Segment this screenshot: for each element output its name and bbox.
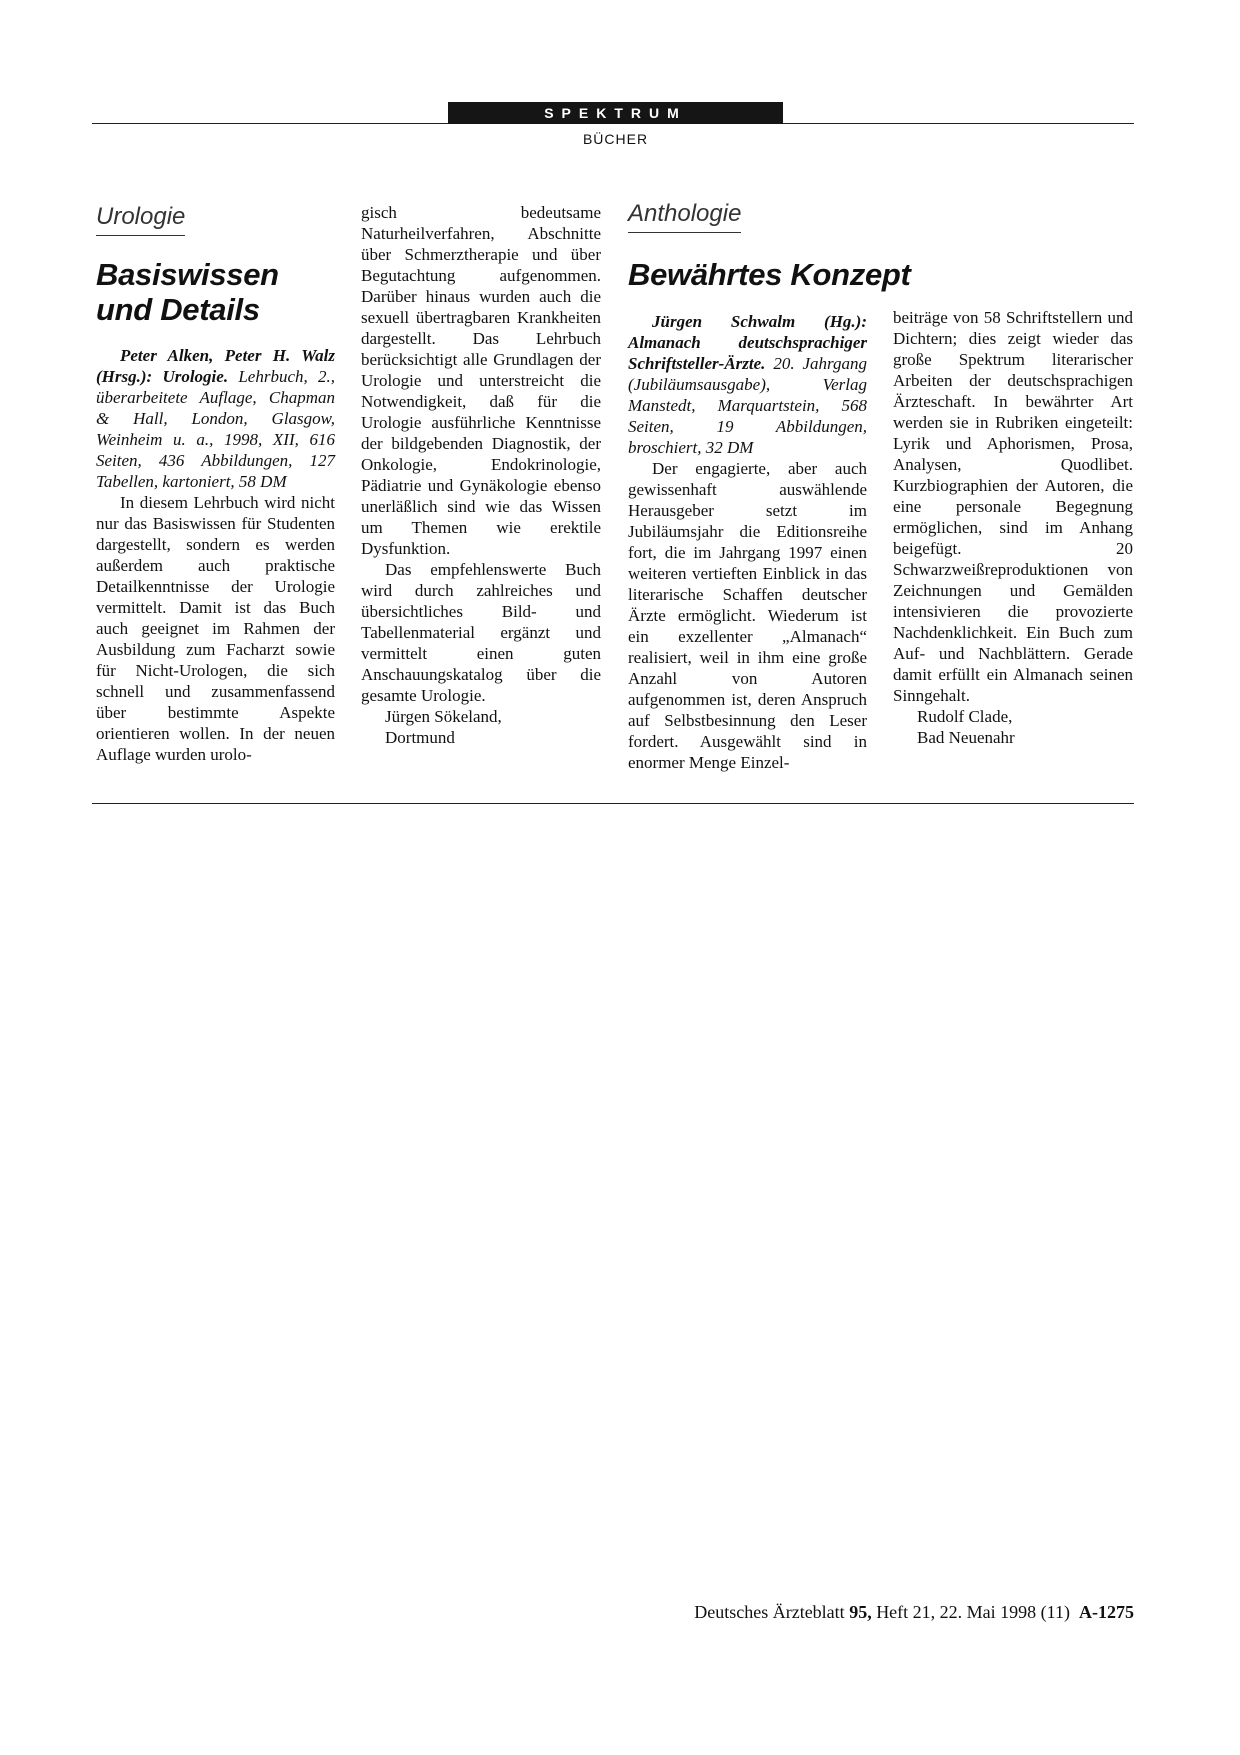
article2-title: Bewährtes Konzept: [628, 257, 911, 292]
article1-title: [96, 257, 279, 327]
section-banner: SPEKTRUM: [448, 102, 783, 124]
article1-title-line2: und Details: [96, 292, 260, 327]
article1-paragraph: Das empfehlenswerte Buch wird durch zahlreiches und übersichtliches Bild- und Tabellenmaterial ergänzt und vermittelt einen guten Anschauungskatalog über die gesamte Urologie.: [361, 560, 601, 705]
article1-biblio-rest: Lehrbuch, 2., überarbeitete Auflage, Chapman & Hall, London, Glasgow, Weinheim u. a., 1998, XII, 616 Seiten, 436 Abbildungen, 127 Tabellen, kartoniert, 58 DM: [96, 367, 335, 491]
subsection-label: BÜCHER: [582, 131, 649, 147]
article1-bibliography: [96, 345, 335, 492]
article-bottom-rule: [92, 803, 1134, 804]
article2-bibliography: [628, 311, 867, 458]
article2-biblio-bold: Jürgen Schwalm (Hg.): Almanach deutschsprachiger Schriftsteller-Ärzte.: [628, 312, 867, 373]
footer-journal: Deutsches Ärzteblatt: [694, 1602, 845, 1622]
article1-author-city: Dortmund: [385, 728, 455, 747]
article1-title-line1: Basiswissen: [96, 257, 279, 292]
footer-page-number: A-1275: [1079, 1602, 1134, 1622]
article1-column1: [96, 345, 335, 765]
article1-paragraph: gisch bedeutsame Naturheilverfahren, Abschnitte über Schmerztherapie und über Begutachtung aufgenommen. Darüber hinaus wurden auch die sexuell übertragbaren Krankheiten dargestellt. Das Lehrbuch berücksichtigt alle Grundlagen der Urologie und unterstreicht die Notwendigkeit, daß für die Urologie ausführliche Kenntnisse der bildgebenden Diagnostik, der Onkologie, Endokrinologie, Pädiatrie und Gynäkologie ebenso unerläßlich sind wie das Wissen um Themen wie erektile Dysfunktion.: [361, 203, 601, 558]
article2-paragraph: Der engagierte, aber auch gewissenhaft auswählende Herausgeber setzt im Jubiläumsjahr die Editionsreihe fort, die im Jahrgang 1997 einen weiteren vertieften Einblick in das literarische Schaffen deutscher Ärzte ermöglicht. Wiederum ist ein exzellenter „Almanach“ realisiert, weil in ihm eine große Anzahl von Autoren aufgenommen ist, deren Anspruch auf Selbstbesinnung den Leser fordert. Ausgewählt sind in enormer Menge Einzel-: [628, 459, 867, 772]
page-footer: [694, 1601, 1134, 1623]
article2-biblio-rest: 20. Jahrgang (Jubiläumsausgabe), Verlag Manstedt, Marquartstein, 568 Seiten, 19 Abbildungen, broschiert, 32 DM: [628, 354, 868, 457]
article2-category: Anthologie: [628, 199, 741, 233]
article1-category: Urologie: [96, 202, 185, 236]
footer-volume: 95,: [849, 1602, 872, 1622]
article2-author-name: Rudolf Clade,: [917, 707, 1013, 726]
article1-paragraph: In diesem Lehrbuch wird nicht nur das Basiswissen für Studenten dargestellt, sondern es werden außerdem auch praktische Detailkenntnisse der Urologie vermittelt. Damit ist das Buch auch geeignet im Rahmen der Ausbildung zum Facharzt sowie für Nicht-Urologen, die sich schnell und zusammenfassend über bestimmte Aspekte orientieren wollen. In der neuen Auflage wurden urolo-: [96, 493, 335, 764]
article2-column1: [628, 311, 867, 773]
article1-column2: [361, 202, 601, 748]
article2-column2: [893, 307, 1133, 748]
article1-author-name: Jürgen Sökeland,: [385, 707, 502, 726]
article1-biblio-bold: Peter Alken, Peter H. Walz (Hrsg.): Urologie.: [96, 346, 335, 386]
footer-issue: Heft 21, 22. Mai 1998 (11): [876, 1602, 1070, 1622]
article2-author-city: Bad Neuenahr: [917, 728, 1015, 747]
article2-paragraph: beiträge von 58 Schriftstellern und Dichtern; dies zeigt wieder das große Spektrum literarischer Arbeiten der deutschsprachigen Ärzteschaft. In bewährter Art werden sie in Rubriken eingeteilt: Lyrik und Aphorismen, Prosa, Analysen, Quodlibet. Kurzbiographien der Autoren, die eine personale Begegnung ermöglichen, sind im Anhang beigefügt. 20 Schwarzweißreproduktionen von Zeichnungen und Gemälden intensivieren die provozierte Nachdenklichkeit. Ein Buch zum Auf- und Nachblättern. Gerade damit erfüllt ein Almanach seinen Sinngehalt.: [893, 308, 1133, 705]
